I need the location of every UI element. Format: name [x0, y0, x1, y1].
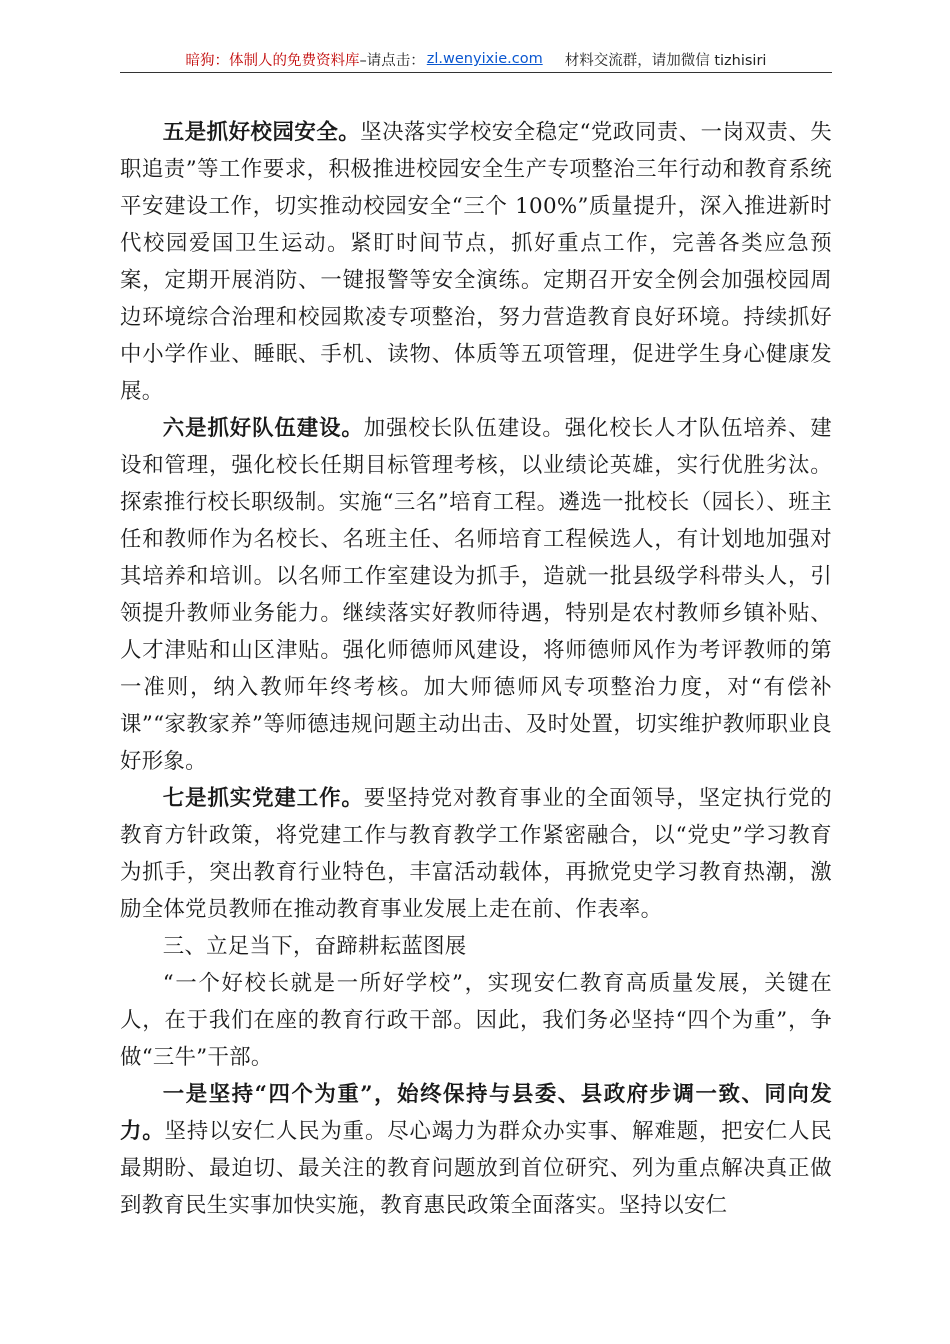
document-body [120, 114, 832, 1224]
paragraph-text: 三、立足当下，奋蹄耕耘蓝图展 [162, 934, 467, 959]
paragraph-text: 坚决落实学校安全稳定“党政同责、一岗双责、失职追责”等工作要求，积极推进校园安全生产专项整治三年行动和教育系统平安建设工作，切实推动校园安全“三个 100%”质量提升，深入推进新时代校园爱国卫生运动。紧盯时间节点，抓好重点工作，完善各类应急预案，定期开展消防、一键报警等安全演练。定期召开安全例会加强校园周边环境综合治理和校园欺凌专项整治，努力营造教育良好环境。持续抓好中小学作业、睡眠、手机、读物、体质等五项管理，促进学生身心健康发展。 [120, 120, 832, 404]
paragraph-team-building [120, 410, 832, 780]
paragraph-good-principal [120, 965, 832, 1076]
paragraph-party-building [120, 780, 832, 928]
paragraph-lead: 五是抓好校园安全。 [162, 120, 361, 145]
header-divider [120, 72, 832, 73]
paragraph-lead: 一是坚持“四个为重”，始终保持与县委、县政府步调一致、同向发力。 [120, 1082, 832, 1144]
paragraph-campus-safety [120, 114, 832, 410]
paragraph-text: 要坚持党对教育事业的全面领导，坚定执行党的教育方针政策，将党建工作与教育教学工作紧密融合，以“党史”学习教育为抓手，突出教育行业特色，丰富活动载体，再掀党史学习教育热潮，激励全体党员教师在推动教育事业发展上走在前、作表率。 [120, 786, 832, 922]
paragraph-lead: 七是抓实党建工作。 [162, 786, 364, 811]
header-brand: 暗狗：体制人的免费资料库 [185, 52, 360, 69]
paragraph-text: 加强校长队伍建设。强化校长人才队伍培养、建设和管理，强化校长任期目标管理考核，以业绩论英雄，实行优胜劣汰。探索推行校长职级制。实施“三名”培育工程。遴选一批校长（园长）、班主任和教师作为名校长、名班主任、名师培育工程候选人，有计划地加强对其培养和培训。以名师工作室建设为抓手，造就一批县级学科带头人，引领提升教师业务能力。继续落实好教师待遇，特别是农村教师乡镇补贴、人才津贴和山区津贴。强化师德师风建设，将师德师风作为考评教师的第一准则，纳入教师年终考核。加大师德师风专项整治力度，对“有偿补课”“家教家养”等师德违规问题主动出击、及时处置，切实维护教师职业良好形象。 [120, 416, 832, 774]
page-header [120, 46, 832, 72]
paragraph-four-priorities [120, 1076, 832, 1224]
paragraph-lead: 六是抓好队伍建设。 [162, 416, 364, 441]
header-prompt: –请点击： [359, 52, 425, 69]
header-group-note: 材料交流群，请加微信 tizhisiri [564, 52, 767, 69]
section-heading [120, 928, 832, 965]
paragraph-text: 坚持以安仁人民为重。尽心竭力为群众办实事、解难题，把安仁人民最期盼、最迫切、最关注的教育问题放到首位研究、列为重点解决真正做到教育民生实事加快实施，教育惠民政策全面落实。坚持以安仁 [120, 1119, 832, 1218]
paragraph-text: “一个好校长就是一所好学校”，实现安仁教育高质量发展，关键在人，在于我们在座的教育行政干部。因此，我们务必坚持“四个为重”，争做“三牛”干部。 [120, 971, 832, 1070]
header-link[interactable]: zl.wenyixie.com [426, 51, 543, 67]
